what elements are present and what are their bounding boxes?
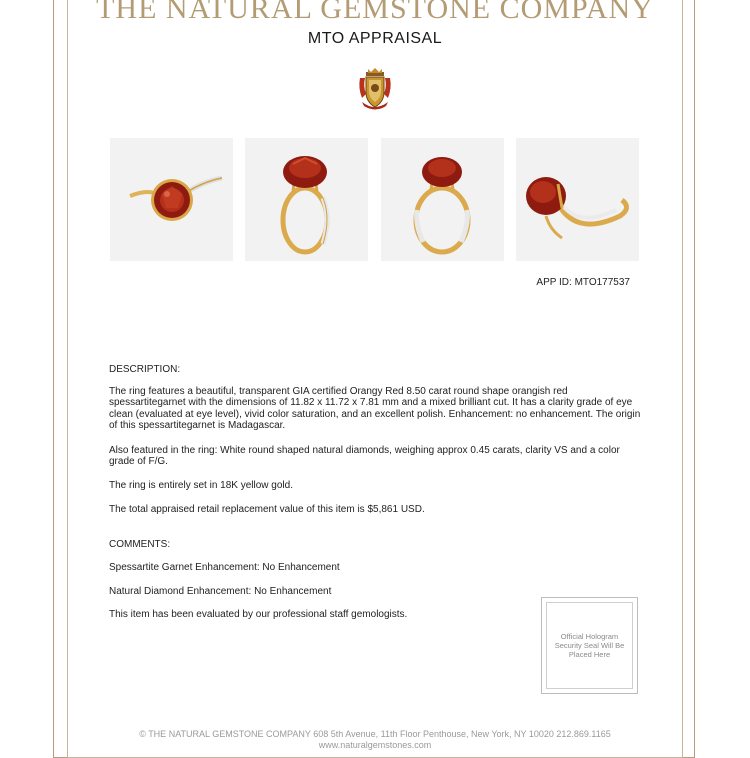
description-paragraph-4: The total appraised retail replacement value of this item is $5,861 USD.: [109, 504, 425, 515]
company-name: THE NATURAL GEMSTONE COMPANY: [96, 0, 654, 25]
heraldic-crest-icon: [356, 68, 394, 110]
appraisal-id: APP ID: MTO177537: [536, 277, 630, 288]
description-paragraph-2: Also featured in the ring: White round shaped natural diamonds, weighing approx 0.45 carats, clarity VS and a color grade of F/G.: [109, 445, 620, 468]
ring-photo-front-view: [245, 138, 368, 261]
comments-heading: COMMENTS:: [109, 539, 171, 550]
description-paragraph-1: The ring features a beautiful, transparent GIA certified Orangy Red 8.50 carat round shape orangish red spessartitegarnet with the dimensions of 11.82 x 11.72 x 7.81 mm and a mixed brilliant cut. It has a clarity grade of eye clean (evaluated at eye level), vivid color saturation, and an excellent polish. Enhancement: no enhancement. The origin of this spessartitegarnet is Madagascar.: [109, 386, 641, 432]
hologram-seal-placeholder: [541, 597, 638, 694]
document-title: MTO APPRAISAL: [307, 30, 443, 47]
hologram-seal-text: Official Hologram Security Seal Will Be Placed Here: [554, 632, 625, 659]
footer-website[interactable]: www.naturalgemstones.com: [318, 740, 432, 750]
footer-address: © THE NATURAL GEMSTONE COMPANY 608 5th Avenue, 11th Floor Penthouse, New York, NY 10020 212.869.1165: [139, 729, 611, 739]
ring-photo-back-view: [381, 138, 504, 261]
description-heading: DESCRIPTION:: [109, 364, 181, 375]
description-paragraph-3: The ring is entirely set in 18K yellow gold.: [109, 480, 293, 491]
comment-line-1: Spessartite Garnet Enhancement: No Enhancement: [109, 562, 340, 573]
comment-line-2: Natural Diamond Enhancement: No Enhancement: [109, 586, 332, 597]
ring-photo-top-view: [110, 138, 233, 261]
hologram-seal-inner-border: [546, 602, 633, 689]
comment-line-3: This item has been evaluated by our professional staff gemologists.: [109, 609, 408, 620]
ring-photo-side-view: [516, 138, 639, 261]
